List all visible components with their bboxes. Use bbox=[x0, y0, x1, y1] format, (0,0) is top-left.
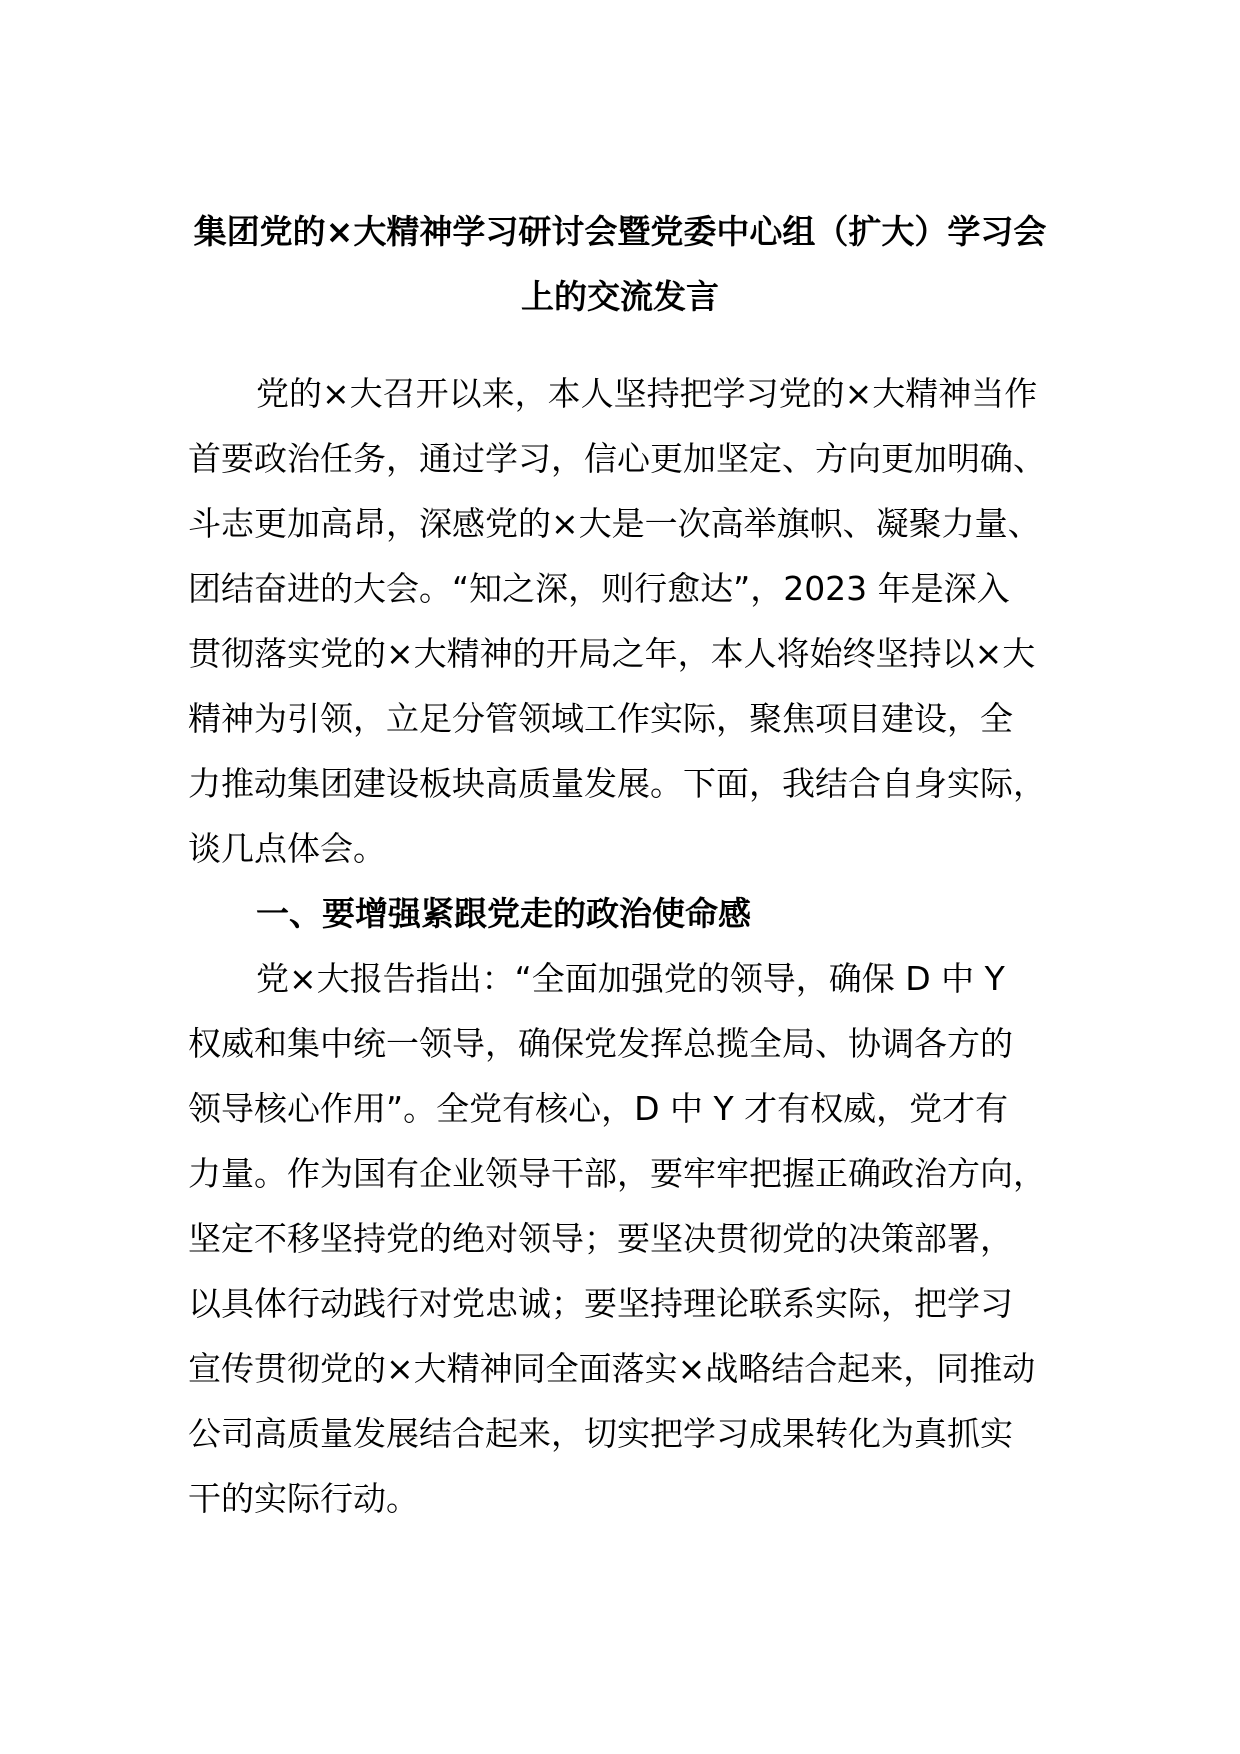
paragraph-2-line-2: 权威和集中统一领导，确保党发挥总揽全局、协调各方的 bbox=[188, 1024, 1013, 1063]
paragraph-1-line-2: 首要政治任务，通过学习，信心更加坚定、方向更加明确、 bbox=[188, 439, 1046, 478]
document-title-line-1: 集团党的×大精神学习研讨会暨党委中心组（扩大）学习会 bbox=[193, 212, 1047, 251]
paragraph-2-line-4: 力量。作为国有企业领导干部，要牢牢把握正确政治方向， bbox=[188, 1154, 1046, 1193]
section-1-heading: 一、要增强紧跟党走的政治使命感 bbox=[256, 894, 751, 933]
paragraph-2-line-5: 坚定不移坚持党的绝对领导；要坚决贯彻党的决策部署， bbox=[188, 1219, 1013, 1258]
paragraph-2-line-6: 以具体行动践行对党忠诚；要坚持理论联系实际，把学习 bbox=[188, 1284, 1013, 1323]
paragraph-2-line-7: 宣传贯彻党的×大精神同全面落实×战略结合起来，同推动 bbox=[188, 1349, 1036, 1388]
paragraph-1-line-5: 贯彻落实党的×大精神的开局之年，本人将始终坚持以×大 bbox=[188, 634, 1036, 673]
paragraph-1-line-4: 团结奋进的大会。“知之深，则行愈达”，2023 年是深入 bbox=[188, 569, 1010, 608]
paragraph-2-line-8: 公司高质量发展结合起来，切实把学习成果转化为真抓实 bbox=[188, 1414, 1013, 1453]
paragraph-1-line-8: 谈几点体会。 bbox=[188, 829, 386, 868]
paragraph-2-line-3: 领导核心作用”。全党有核心，D 中 Y 才有权威，党才有 bbox=[188, 1089, 1009, 1128]
paragraph-1-line-6: 精神为引领，立足分管领域工作实际，聚焦项目建设，全 bbox=[188, 699, 1013, 738]
paragraph-1-line-7: 力推动集团建设板块高质量发展。下面，我结合自身实际， bbox=[188, 764, 1046, 803]
paragraph-2-line-9: 干的实际行动。 bbox=[188, 1479, 419, 1518]
paragraph-2-line-1: 党×大报告指出：“全面加强党的领导，确保 D 中 Y bbox=[256, 959, 1005, 998]
paragraph-1-line-1: 党的×大召开以来，本人坚持把学习党的×大精神当作 bbox=[256, 374, 1038, 413]
document-title-line-2: 上的交流发言 bbox=[521, 277, 719, 316]
paragraph-1-line-3: 斗志更加高昂，深感党的×大是一次高举旗帜、凝聚力量、 bbox=[188, 504, 1041, 543]
